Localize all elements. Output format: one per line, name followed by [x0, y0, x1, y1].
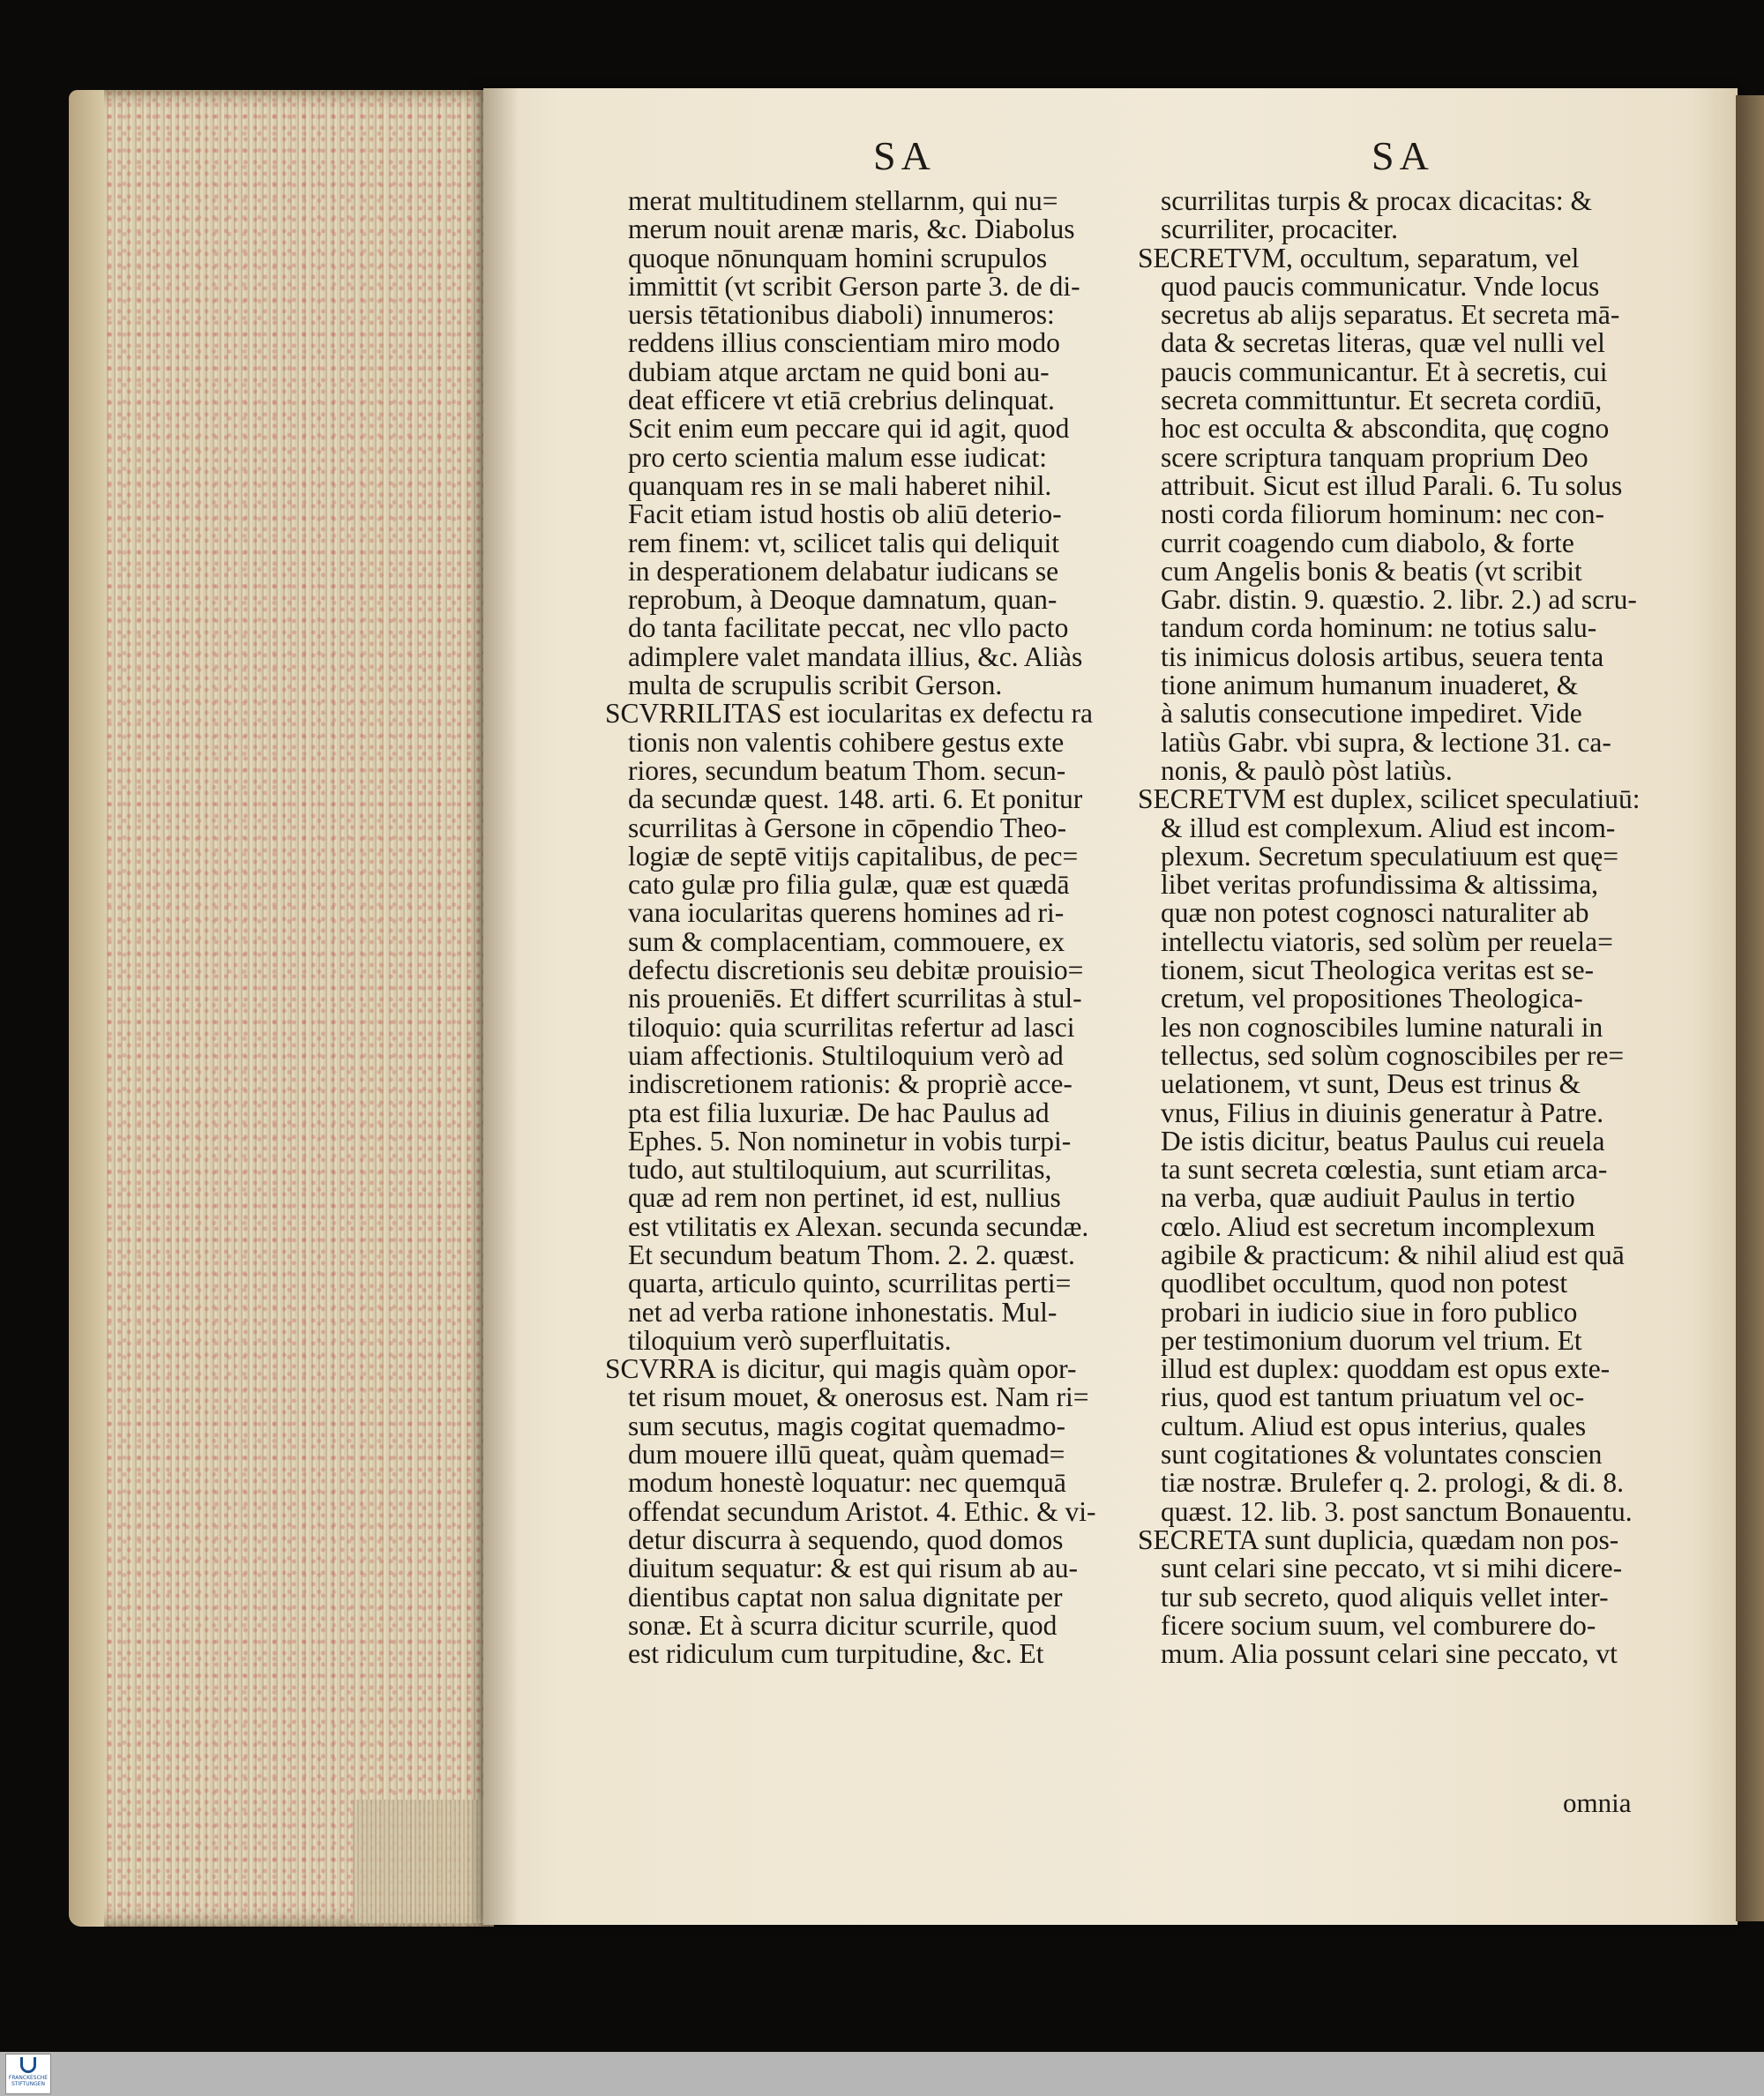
text-line: immittit (vt scribit Gerson parte 3. de di-	[628, 270, 1080, 302]
book-fore-edge	[69, 90, 494, 1927]
text-line: quæ ad rem non pertinet, id est, nullius	[628, 1182, 1061, 1214]
text-line: rem finem: vt, scilicet talis qui deliquit	[628, 527, 1060, 558]
text-line: attribuit. Sicut est illud Parali. 6. Tu solus	[1161, 469, 1623, 501]
text-line: probari in iudicio siue in foro publico	[1161, 1296, 1578, 1328]
library-logo	[5, 2054, 51, 2094]
text-line: SECRETA sunt duplicia, quædam non pos-	[1138, 1523, 1619, 1555]
text-line: riores, secundum beatum Thom. secun-	[628, 754, 1066, 786]
text-line: per testimonium duorum vel trium. Et	[1161, 1324, 1582, 1356]
text-line: illud est duplex: quoddam est opus exte-	[1161, 1353, 1611, 1385]
text-line: vnus, Filius in diuinis generatur à Patre.	[1161, 1097, 1604, 1128]
library-logo-text: FRANCKESCHE STIFTUNGEN	[8, 2075, 49, 2087]
text-line: data & secretas literas, quæ vel nulli vel	[1161, 327, 1605, 359]
book-fore-edge-shadow	[353, 1800, 494, 1923]
text-line: tet risum mouet, & onerosus est. Nam ri=	[628, 1381, 1089, 1413]
text-line: tionem, sicut Theologica veritas est se-	[1161, 954, 1595, 986]
text-line: quæst. 12. lib. 3. post sanctum Bonauentu.	[1161, 1495, 1633, 1527]
text-line: merum nouit arenæ maris, &c. Diabolus	[628, 213, 1075, 245]
text-line: diuitum sequatur: & est qui risum ab au-	[628, 1553, 1079, 1584]
viewer-bottom-bar	[0, 2052, 1764, 2096]
text-line: da secundæ quest. 148. arti. 6. Et ponitur	[628, 783, 1083, 815]
text-line: cultum. Aliud est opus interius, quales	[1161, 1410, 1587, 1441]
text-line: tudo, aut stultiloquium, aut scurrilitas,	[628, 1154, 1052, 1186]
text-line: reddens illius conscientiam miro modo	[628, 327, 1060, 359]
text-line: plexum. Secretum speculatiuum est quę=	[1161, 840, 1619, 872]
text-line: na verba, quæ audiuit Paulus in tertio	[1161, 1182, 1575, 1214]
text-line: mum. Alia possunt celari sine peccato, vt	[1161, 1638, 1618, 1670]
text-line: do tanta facilitate peccat, nec vllo pacto	[628, 612, 1069, 644]
text-line: in desperationem delabatur iudicans se	[628, 555, 1059, 587]
text-line: modum honestè loquatur: nec quemquā	[628, 1467, 1066, 1499]
text-line: scurriliter, procaciter.	[1161, 213, 1398, 245]
text-line: secretus ab alijs separatus. Et secreta mā-	[1161, 299, 1620, 331]
facing-page-edge	[1736, 95, 1764, 1921]
text-line: tiæ nostræ. Brulefer q. 2. prologi, & di. 8.	[1161, 1467, 1624, 1499]
text-line: tionis non valentis cohibere gestus exte	[628, 726, 1065, 758]
text-line: nosti corda filiorum hominum: nec con-	[1161, 498, 1605, 530]
text-line: ficere socium suum, vel comburere do-	[1161, 1609, 1596, 1641]
text-line: scere scriptura tanquam proprium Deo	[1161, 441, 1588, 473]
text-line: tione animum humanum inuaderet, &	[1161, 670, 1579, 701]
text-line: scurrilitas à Gersone in cōpendio Theo-	[628, 812, 1067, 843]
text-line: merat multitudinem stellarnm, qui nu=	[628, 185, 1058, 216]
library-logo-icon	[20, 2057, 36, 2073]
text-line: uelationem, vt sunt, Deus est trinus &	[1161, 1068, 1581, 1100]
text-line: quæ non potest cognosci naturaliter ab	[1161, 897, 1589, 929]
text-line: hoc est occulta & abscondita, quę cogno	[1161, 413, 1610, 445]
text-line: SCVRRA is dicitur, qui magis quàm opor-	[605, 1353, 1077, 1385]
catchword: omnia	[1563, 1787, 1632, 1818]
text-line: quanquam res in se mali haberet nihil.	[628, 469, 1052, 501]
text-line: Gabr. distin. 9. quæstio. 2. libr. 2.) ad scru-	[1161, 584, 1637, 616]
text-line: tiloquio: quia scurrilitas refertur ad lasci	[628, 1011, 1075, 1043]
text-line: SECRETVM, occultum, separatum, vel	[1138, 242, 1580, 273]
text-line: latiùs Gabr. vbi supra, & lectione 31. ca-	[1161, 726, 1611, 758]
text-line: tiloquium verò superfluitatis.	[628, 1324, 952, 1356]
page-gutter-shadow	[483, 88, 519, 1925]
text-line: vana iocularitas querens homines ad ri-	[628, 897, 1065, 929]
text-line: tandum corda hominum: ne totius salu-	[1161, 612, 1597, 644]
text-line: multa de scrupulis scribit Gerson.	[628, 670, 1003, 701]
text-line: à salutis consecutione impediret. Vide	[1161, 698, 1582, 730]
text-line: indiscretionem rationis: & propriè acce-	[628, 1068, 1073, 1100]
text-line: SECRETVM est duplex, scilicet speculatiuū:	[1138, 783, 1641, 815]
text-line: cœlo. Aliud est secretum incomplexum	[1161, 1210, 1596, 1242]
text-line: net ad verba ratione inhonestatis. Mul-	[628, 1296, 1058, 1328]
text-line: secreta committuntur. Et secreta cordiū,	[1161, 385, 1603, 416]
text-line: cato gulæ pro filia gulæ, quæ est quædā	[628, 869, 1070, 901]
text-line: les non cognoscibiles lumine naturali in	[1161, 1011, 1603, 1043]
text-line: logiæ de septē vitijs capitalibus, de pec=	[628, 840, 1079, 872]
text-line: sunt celari sine peccato, vt si mihi dicere-	[1161, 1553, 1623, 1584]
text-line: Scit enim eum peccare qui id agit, quod	[628, 413, 1070, 445]
text-line: Facit etiam istud hostis ob aliū deterio-	[628, 498, 1062, 530]
text-line: est ridiculum cum turpitudine, &c. Et	[628, 1638, 1044, 1670]
text-line: Ephes. 5. Non nominetur in vobis turpi-	[628, 1125, 1072, 1157]
text-line: & illud est complexum. Aliud est incom-	[1161, 812, 1616, 843]
text-line: Et secundum beatum Thom. 2. 2. quæst.	[628, 1239, 1075, 1270]
running-head-left: SA	[873, 133, 936, 178]
text-column-right	[1138, 185, 1677, 1670]
text-line: rius, quod est tantum priuatum vel oc-	[1161, 1381, 1585, 1413]
text-line: De istis dicitur, beatus Paulus cui reuela	[1161, 1125, 1605, 1157]
text-line: pta est filia luxuriæ. De hac Paulus ad	[628, 1097, 1050, 1128]
text-line: tis inimicus dolosis artibus, seuera tenta	[1161, 640, 1604, 672]
text-line: est vtilitatis ex Alexan. secunda secundæ.	[628, 1210, 1089, 1242]
text-line: sum & complacentiam, commouere, ex	[628, 925, 1065, 957]
text-line: dum mouere illū queat, quàm quemad=	[628, 1439, 1065, 1471]
text-line: deat efficere vt etiā crebrius delinquat.	[628, 385, 1055, 416]
text-line: uersis tētationibus diaboli) innumeros:	[628, 299, 1055, 331]
text-line: uiam affectionis. Stultiloquium verò ad	[628, 1039, 1064, 1071]
text-line: reprobum, à Deoque damnatum, quan-	[628, 584, 1058, 616]
text-line: sunt cogitationes & voluntates conscien	[1161, 1439, 1603, 1471]
text-line: tur sub secreto, quod aliquis vellet inter-	[1161, 1581, 1609, 1613]
text-line: agibile & practicum: & nihil aliud est quā	[1161, 1239, 1625, 1270]
text-line: detur discurra à sequendo, quod domos	[628, 1523, 1064, 1555]
text-line: paucis communicantur. Et à secretis, cui	[1161, 356, 1608, 387]
text-line: pro certo scientia malum esse iudicat:	[628, 441, 1047, 473]
text-line: sum secutus, magis cogitat quemadmo-	[628, 1410, 1066, 1441]
text-line: intellectu viatoris, sed solùm per reuela=	[1161, 925, 1613, 957]
text-line: dientibus captat non salua dignitate per	[628, 1581, 1063, 1613]
text-line: nis proueniēs. Et differt scurrilitas à stul-	[628, 983, 1082, 1014]
text-line: cum Angelis bonis & beatis (vt scribit	[1161, 555, 1582, 587]
text-line: sonæ. Et à scurra dicitur scurrile, quod	[628, 1609, 1058, 1641]
text-line: defectu discretionis seu debitæ prouisio=	[628, 954, 1084, 986]
text-line: quarta, articulo quinto, scurrilitas perti=	[628, 1268, 1072, 1299]
text-line: quoque nōnunquam homini scrupulos	[628, 242, 1048, 273]
text-line: ta sunt secreta cœlestia, sunt etiam arca-	[1161, 1154, 1608, 1186]
text-line: tellectus, sed solùm cognoscibiles per re=	[1161, 1039, 1625, 1071]
text-line: quod paucis communicatur. Vnde locus	[1161, 270, 1600, 302]
text-line: quodlibet occultum, quod non potest	[1161, 1268, 1568, 1299]
text-column-left	[605, 185, 1153, 1670]
text-line: SCVRRILITAS est iocularitas ex defectu ra	[605, 698, 1093, 730]
text-line: adimplere valet mandata illius, &c. Aliàs	[628, 640, 1083, 672]
running-head-right: SA	[1372, 133, 1434, 178]
text-line: dubiam atque arctam ne quid boni au-	[628, 356, 1050, 387]
text-line: libet veritas profundissima & altissima,	[1161, 869, 1599, 901]
text-line: nonis, & paulò pòst latiùs.	[1161, 754, 1453, 786]
text-line: offendat secundum Aristot. 4. Ethic. & vi-	[628, 1495, 1096, 1527]
text-line: scurrilitas turpis & procax dicacitas: &	[1161, 185, 1592, 216]
text-line: cretum, vel propositiones Theologica-	[1161, 983, 1583, 1014]
text-line: currit coagendo cum diabolo, & forte	[1161, 527, 1574, 558]
